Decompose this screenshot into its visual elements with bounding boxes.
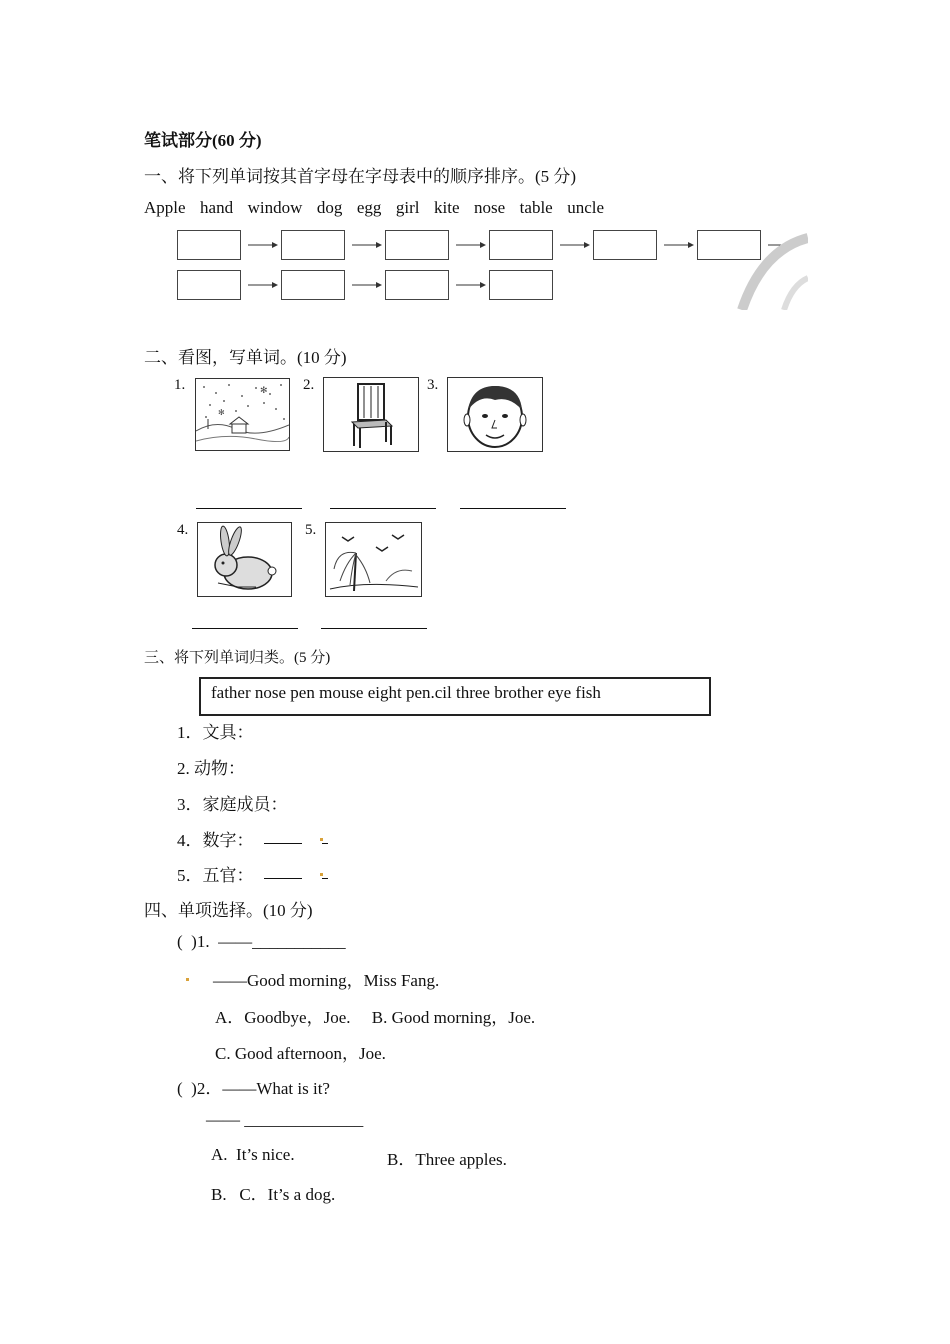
q3-word-list: father nose pen mouse eight pen.cil three brother eye fish bbox=[211, 683, 601, 702]
answer-box[interactable] bbox=[281, 270, 345, 300]
answer-line[interactable] bbox=[322, 842, 328, 844]
q1-heading: 一、将下列单词按其首字母在字母表中的顺序排序。(5 分) bbox=[144, 167, 577, 186]
snow-scene-picture bbox=[195, 378, 290, 451]
category-facial-features: 5．五官： bbox=[177, 866, 254, 885]
picture-number: 1. bbox=[174, 377, 186, 393]
arrow-icon bbox=[352, 280, 382, 290]
mark-dot bbox=[320, 873, 323, 876]
arrow-icon bbox=[560, 240, 590, 250]
question-1-stem: ( )1. ——___________ bbox=[177, 932, 346, 951]
q2-heading: 二、看图，写单词。(10 分) bbox=[144, 348, 347, 367]
question-2-stem: ( )2．——What is it? bbox=[177, 1079, 330, 1098]
answer-line[interactable] bbox=[264, 842, 302, 844]
answer-box[interactable] bbox=[489, 270, 553, 300]
arrow-icon bbox=[248, 280, 278, 290]
mark-dot bbox=[186, 978, 189, 981]
q3-word-box bbox=[199, 677, 711, 716]
answer-box[interactable] bbox=[281, 230, 345, 260]
category-stationery: 1．文具： bbox=[177, 723, 254, 742]
answer-box[interactable] bbox=[593, 230, 657, 260]
answer-box[interactable] bbox=[177, 230, 241, 260]
arrow-icon bbox=[248, 240, 278, 250]
answer-line[interactable] bbox=[322, 877, 328, 879]
category-family: 3．家庭成员： bbox=[177, 795, 288, 814]
picture-number: 4. bbox=[177, 522, 189, 538]
category-numbers: 4．数字： bbox=[177, 831, 254, 850]
answer-line[interactable] bbox=[264, 877, 302, 879]
face-picture bbox=[447, 377, 543, 452]
answer-line[interactable] bbox=[192, 627, 298, 629]
answer-box[interactable] bbox=[489, 230, 553, 260]
mark-dot bbox=[320, 838, 323, 841]
q3-heading: 三、将下列单词归类。(5 分) bbox=[144, 650, 331, 666]
picture-number: 2. bbox=[303, 377, 315, 393]
question-1-option-c[interactable]: C. Good afternoon，Joe. bbox=[215, 1044, 386, 1063]
birds-willow-picture bbox=[325, 522, 422, 597]
section-title: 笔试部分(60 分) bbox=[144, 131, 262, 150]
rabbit-picture bbox=[197, 522, 292, 597]
answer-box[interactable] bbox=[385, 270, 449, 300]
svg-text:✻: ✻ bbox=[218, 408, 225, 417]
answer-line[interactable] bbox=[196, 507, 302, 509]
scan-artifact-graphic bbox=[722, 230, 808, 310]
picture-number: 5. bbox=[305, 522, 317, 538]
question-2-option-a[interactable]: A. It’s nice. bbox=[211, 1145, 295, 1164]
picture-number: 3. bbox=[427, 377, 439, 393]
answer-line[interactable] bbox=[330, 507, 436, 509]
answer-line[interactable] bbox=[460, 507, 566, 509]
question-1-options-ab[interactable]: A．Goodbye，Joe. B. Good morning，Joe. bbox=[215, 1008, 536, 1027]
category-animals: 2. 动物： bbox=[177, 759, 245, 778]
arrow-icon bbox=[456, 240, 486, 250]
chair-picture bbox=[323, 377, 419, 452]
arrow-icon bbox=[664, 240, 694, 250]
question-2-option-b[interactable]: B．Three apples. bbox=[387, 1150, 507, 1169]
question-1-reply: ——Good morning，Miss Fang. bbox=[213, 971, 440, 990]
answer-box[interactable] bbox=[177, 270, 241, 300]
q4-heading: 四、单项选择。(10 分) bbox=[144, 901, 313, 920]
question-2-option-c[interactable]: B. C．It’s a dog. bbox=[211, 1185, 336, 1204]
answer-box[interactable] bbox=[385, 230, 449, 260]
q1-word-list: Apple hand window dog egg girl kite nose table uncle bbox=[144, 198, 605, 217]
arrow-icon bbox=[456, 280, 486, 290]
arrow-icon bbox=[352, 240, 382, 250]
answer-line[interactable] bbox=[321, 627, 427, 629]
question-2-reply: —— ______________ bbox=[206, 1110, 364, 1129]
svg-text:✻: ✻ bbox=[260, 385, 268, 395]
